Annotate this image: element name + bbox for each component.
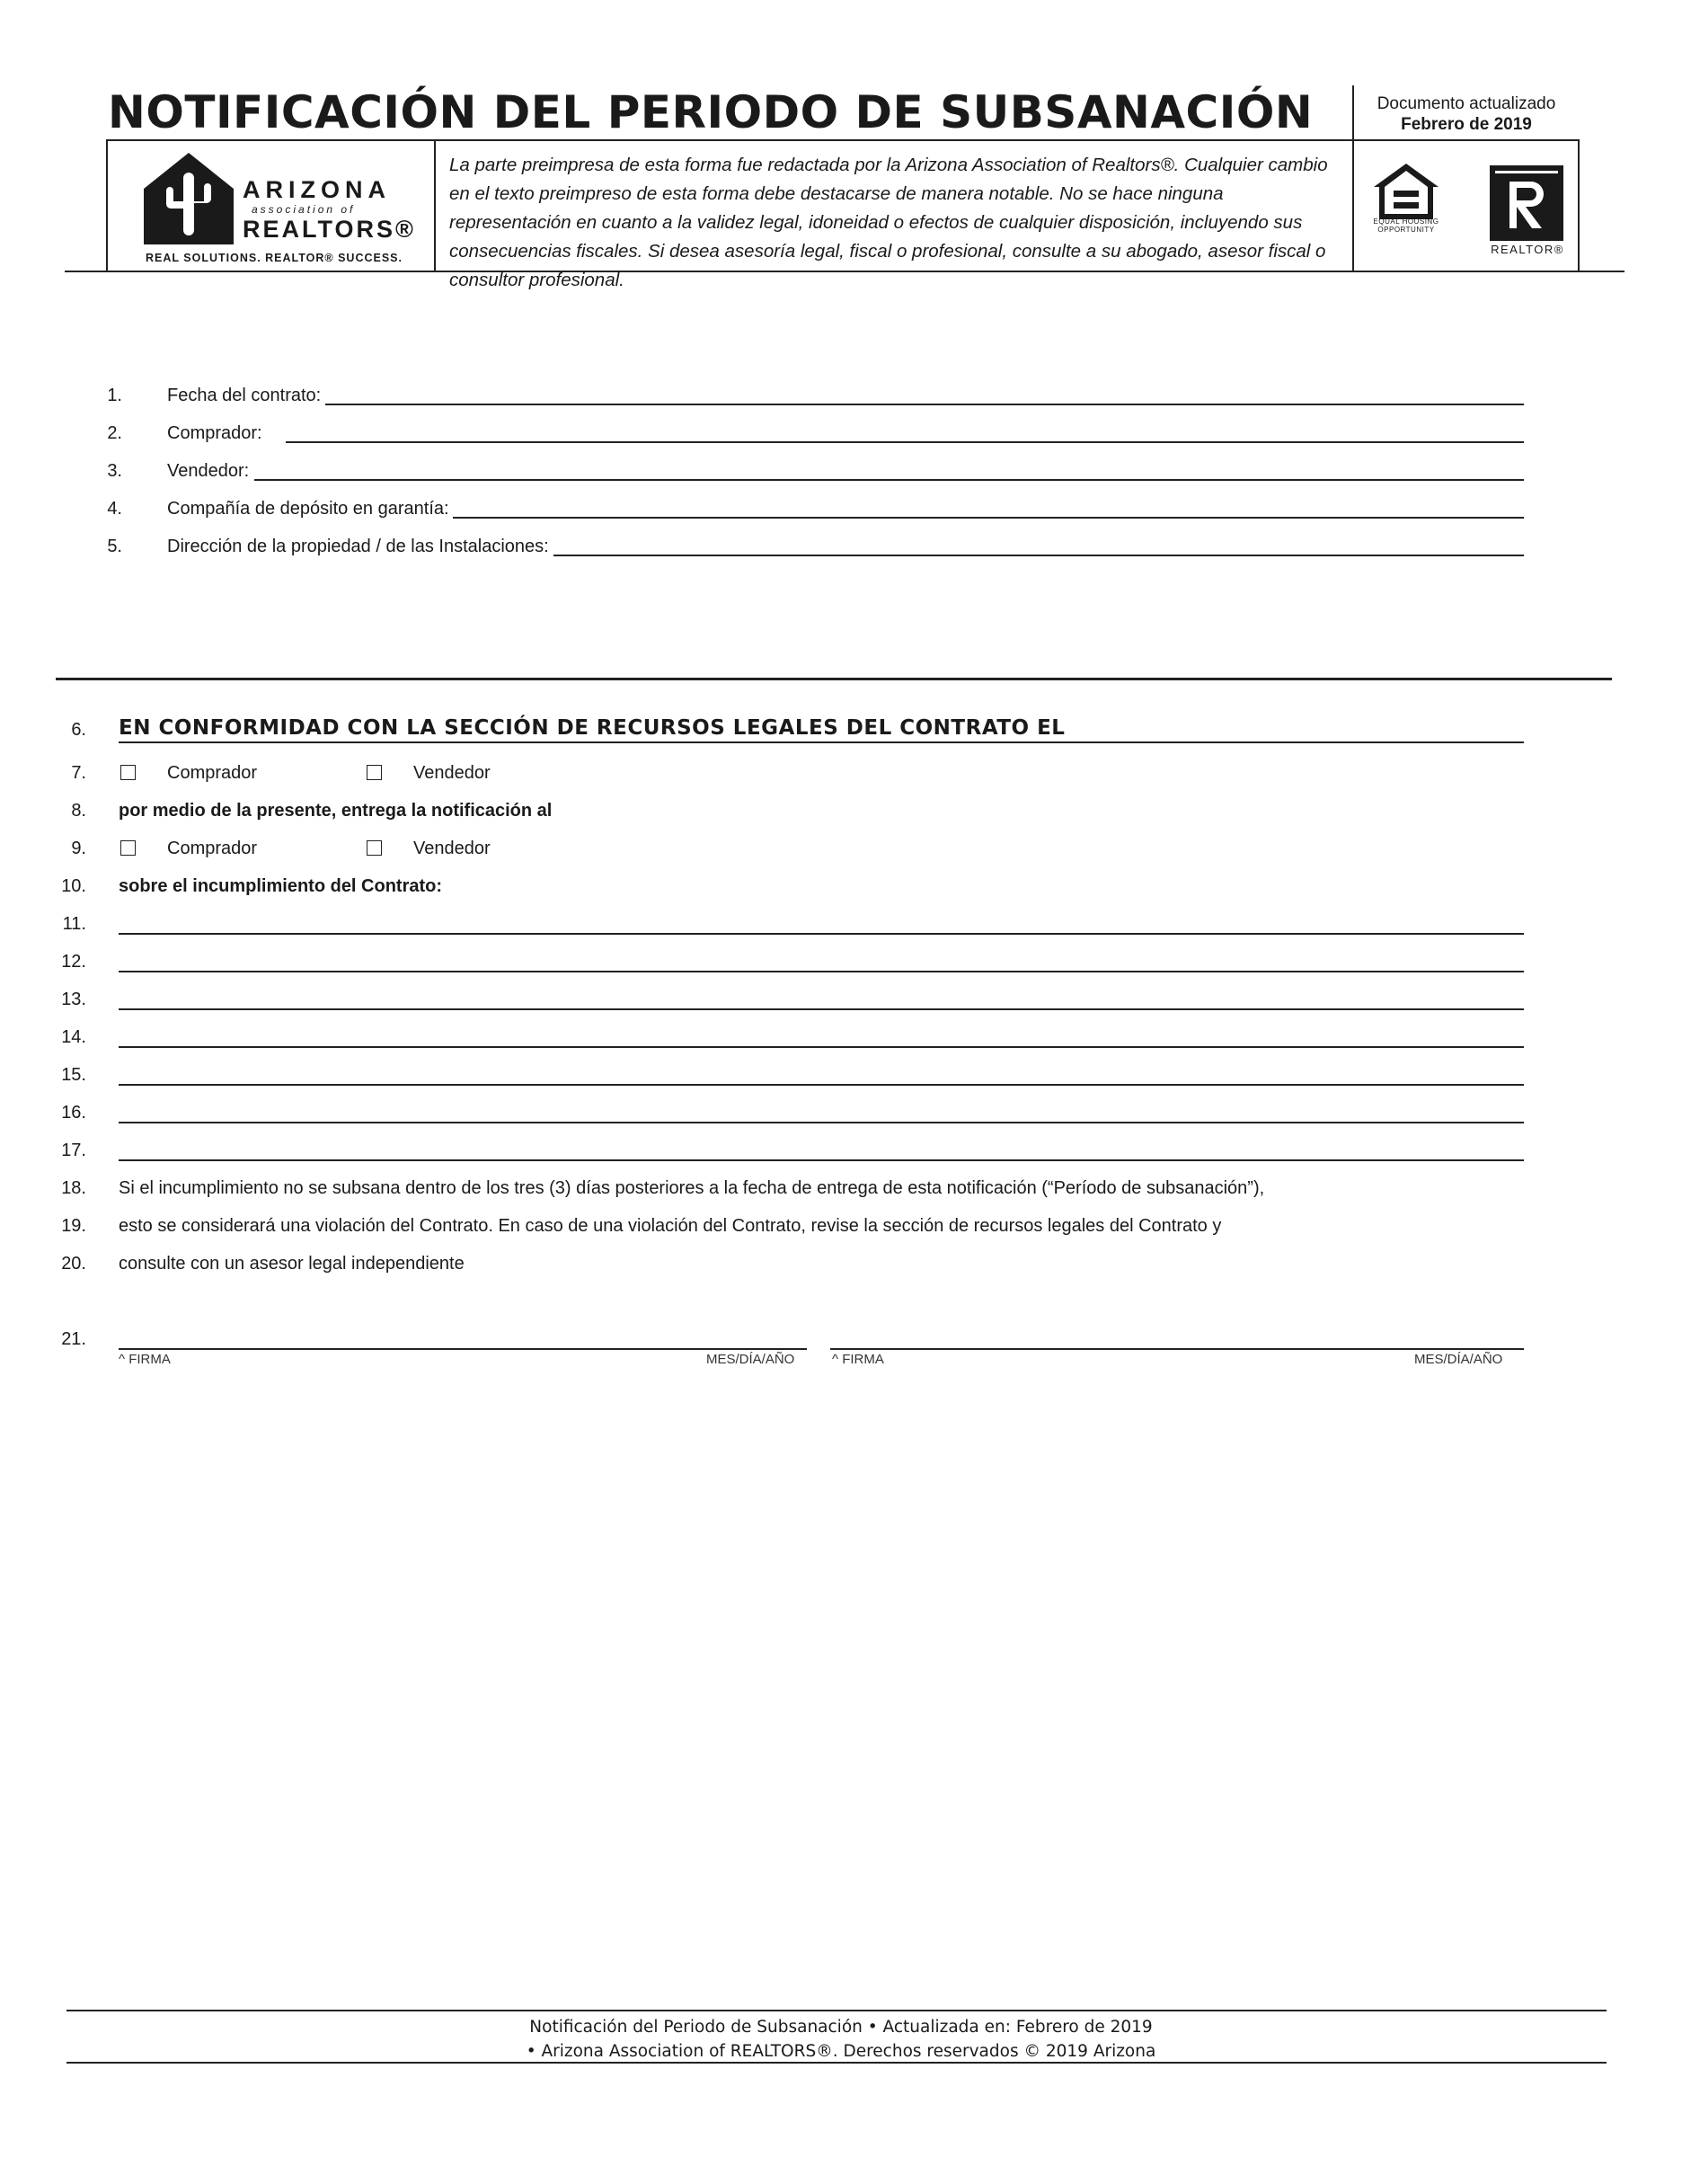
seller-label: Vendedor: bbox=[167, 461, 250, 481]
page-title: NOTIFICACIÓN DEL PERIODO DE SUBSANACIÓN bbox=[108, 86, 1314, 138]
line-number: 7. bbox=[71, 763, 86, 783]
header-divider bbox=[106, 139, 108, 271]
from-buyer-label: Comprador bbox=[167, 763, 258, 783]
line-number: 5. bbox=[107, 537, 122, 556]
signature-field-2[interactable] bbox=[830, 1348, 1524, 1350]
breach-description-line[interactable] bbox=[119, 1046, 1524, 1048]
seller-field[interactable] bbox=[254, 479, 1524, 481]
header-rule-top bbox=[106, 139, 1580, 141]
header-divider bbox=[434, 139, 436, 271]
cactus-house-icon bbox=[144, 153, 234, 244]
cure-period-text: esto se considerará una violación del Contrato. En caso de una violación del Contrato, revise la sección de recursos legales del Contrato y bbox=[119, 1216, 1222, 1236]
cure-period-text: Si el incumplimiento no se subsana dentro de los tres (3) días posteriores a la fecha de entrega de esta notificación (“Período de subsanación”), bbox=[119, 1178, 1265, 1198]
line-number: 15. bbox=[61, 1065, 86, 1085]
breach-description-line[interactable] bbox=[119, 933, 1524, 935]
line-number: 3. bbox=[107, 461, 122, 481]
date-label: MES/DÍA/AÑO bbox=[1414, 1352, 1503, 1367]
header-divider bbox=[1578, 139, 1580, 271]
property-address-field[interactable] bbox=[553, 555, 1524, 556]
realtor-r-icon bbox=[1490, 165, 1563, 241]
contract-date-field[interactable] bbox=[325, 404, 1524, 405]
buyer-label: Comprador: bbox=[167, 423, 262, 443]
breach-description-line[interactable] bbox=[119, 1122, 1524, 1123]
notice-to-text: por medio de la presente, entrega la notificación al bbox=[119, 801, 553, 821]
buyer-field[interactable] bbox=[286, 441, 1524, 443]
breach-description-line[interactable] bbox=[119, 971, 1524, 972]
signature-label: ^ FIRMA bbox=[119, 1352, 171, 1367]
line-number: 16. bbox=[61, 1103, 86, 1123]
legal-remedies-heading: EN CONFORMIDAD CON LA SECCIÓN DE RECURSOS LEGALES DEL CONTRATO EL bbox=[119, 716, 1066, 740]
breach-description-line[interactable] bbox=[119, 1084, 1524, 1086]
breach-description-line[interactable] bbox=[119, 1159, 1524, 1161]
line-number: 10. bbox=[61, 876, 86, 896]
breach-heading: sobre el incumplimiento del Contrato: bbox=[119, 876, 443, 896]
realtor-text: REALTOR® bbox=[1491, 243, 1564, 256]
line-number: 6. bbox=[71, 720, 86, 740]
disclaimer-text: La parte preimpresa de esta forma fue redactada por la Arizona Association of Realtors®. Cualquier cambio en el texto preimpreso de esta forma debe destacarse de manera notable. No se hace ninguna representación en cuanto a la validez legal, idoneidad o efectos de cualquier disposición, incluyendo sus consecuencias fiscales. Si desea asesoría legal, fiscal o profesional, consulte a su abogado, asesor fiscal o consultor profesional. bbox=[449, 155, 1328, 290]
line-number: 21. bbox=[61, 1329, 86, 1349]
footer-rule-bottom bbox=[66, 2062, 1607, 2064]
line-number: 4. bbox=[107, 499, 122, 519]
cure-period-text: consulte con un asesor legal independiente bbox=[119, 1254, 465, 1274]
line-number: 20. bbox=[61, 1254, 86, 1274]
to-buyer-label: Comprador bbox=[167, 839, 258, 858]
from-seller-checkbox[interactable] bbox=[367, 765, 382, 780]
line-number: 12. bbox=[61, 952, 86, 972]
footer-line-1: Notificación del Periodo de Subsanación • Actualizada en: Febrero de 2019 bbox=[529, 2018, 1153, 2037]
escrow-company-label: Compañía de depósito en garantía: bbox=[167, 499, 449, 519]
line-number: 1. bbox=[107, 386, 122, 405]
to-seller-checkbox[interactable] bbox=[367, 840, 382, 856]
to-seller-label: Vendedor bbox=[413, 839, 491, 858]
date-label: MES/DÍA/AÑO bbox=[706, 1352, 795, 1367]
document-updated-date: Febrero de 2019 bbox=[1401, 115, 1532, 134]
heading-underline bbox=[119, 741, 1524, 743]
document-updated-label: Documento actualizado bbox=[1377, 94, 1556, 113]
logo-arizona: ARIZONA bbox=[243, 176, 391, 203]
line-number: 11. bbox=[62, 914, 86, 934]
breach-description-line[interactable] bbox=[119, 1008, 1524, 1010]
equal-housing-text: EQUAL HOUSING OPPORTUNITY bbox=[1373, 218, 1439, 234]
footer bbox=[270, 2015, 1412, 2064]
from-buyer-checkbox[interactable] bbox=[120, 765, 136, 780]
arizona-realtors-logo bbox=[142, 153, 416, 268]
line-number: 19. bbox=[61, 1216, 86, 1236]
to-buyer-checkbox[interactable] bbox=[120, 840, 136, 856]
line-number: 18. bbox=[61, 1178, 86, 1198]
line-number: 17. bbox=[61, 1141, 86, 1160]
line-number: 8. bbox=[71, 801, 86, 821]
escrow-company-field[interactable] bbox=[453, 517, 1524, 519]
header-divider bbox=[1352, 85, 1354, 271]
property-address-label: Dirección de la propiedad / de las Instalaciones: bbox=[167, 537, 549, 556]
section-divider bbox=[56, 678, 1612, 680]
logo-realtors: REALTORS® bbox=[243, 216, 416, 243]
from-seller-label: Vendedor bbox=[413, 763, 491, 783]
footer-line-2: • Arizona Association of REALTORS®. Derechos reservados © 2019 Arizona bbox=[526, 2042, 1156, 2061]
signature-field-1[interactable] bbox=[119, 1348, 807, 1350]
contract-date-label: Fecha del contrato: bbox=[167, 386, 322, 405]
footer-rule-top bbox=[66, 2010, 1607, 2011]
logo-association-of: association of bbox=[252, 203, 356, 216]
line-number: 9. bbox=[71, 839, 86, 858]
line-number: 14. bbox=[61, 1027, 86, 1047]
document-updated-box bbox=[1355, 93, 1578, 135]
signature-label: ^ FIRMA bbox=[832, 1352, 884, 1367]
line-number: 13. bbox=[61, 990, 86, 1009]
logo-tagline: REAL SOLUTIONS. REALTOR® SUCCESS. bbox=[146, 252, 403, 264]
line-number: 2. bbox=[107, 423, 122, 443]
